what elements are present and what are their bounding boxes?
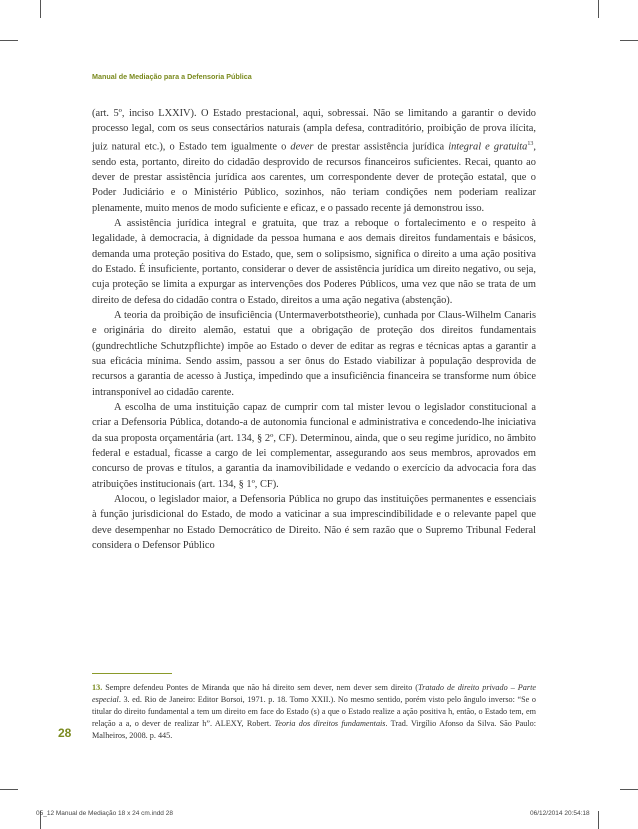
crop-mark xyxy=(598,0,599,18)
crop-mark xyxy=(0,789,18,790)
print-slug-file: 05_12 Manual de Mediação 18 x 24 cm.indd 28 xyxy=(36,810,173,817)
paragraph: A teoria da proibição de insuficiência (Untermaverbotstheorie), cunhada por Claus-Wilhelm Canaris e originária do direito alemão, estatui que a obrigação de proteção dos direitos fundamentais (gundrechtliche Schutzpflichte) impõe ao Estado o dever de editar as regras e técnicas aptas a garantir a sua eficácia mínima. Sendo assim, passou a ser ônus do Estado viabilizar à população desprovida de recursos a garantia de acesso à Justiça, impedindo que a insuficiência financeira se transforme num óbice intransponível ao cidadão carente. xyxy=(92,309,536,398)
paragraph: A assistência jurídica integral e gratuita, que traz a reboque o fortalecimento e o respeito à legalidade, à democracia, à dignidade da pessoa humana e aos demais direitos fundamentais e básicos, demanda uma proteção positiva do Estado, que, sem o solipsismo, significa o direito a uma ação positiva do Estado. É insuficiente, portanto, considerar o dever de assistência jurídica um direito negativo, ou seja, cuja proteção se limita a expurgar as intervenções dos Poderes Públicos, uma vez que não se trata de um direito de defesa do cidadão contra o Estado, direitos a uma ação negativa (abstenção). xyxy=(92,217,536,306)
running-header: Manual de Mediação para a Defensoria Pública xyxy=(92,72,252,81)
crop-mark xyxy=(40,0,41,18)
paragraph: Alocou, o legislador maior, a Defensoria Pública no grupo das instituições permanentes e essenciais à função jurisdicional do Estado, de modo a vaticinar a sua imprescindibilidade e o relevante papel que deve desempenhar no Estado Democrático de Direito. Não é sem razão que o Supremo Tribunal Federal considera o Defensor Público xyxy=(92,494,536,552)
body-text xyxy=(92,106,536,553)
paragraph: A escolha de uma instituição capaz de cumprir com tal mister levou o legislador constitucional a criar a Defensoria Pública, dotando-a de autonomia funcional e administrativa e concedendo-lhe iniciativa da sua proposta orçamentária (art. 134, § 2º, CF). Determinou, ainda, que o seu regime jurídico, no âmbito federal e estadual, ficasse a cargo de lei complementar, assegurando aos seus membros, aprovados em concurso de provas e títulos, a garantia da inamovibilidade e vedando o exercício da advocacia fora das atribuições institucionais (art. 134, § 1º, CF). xyxy=(92,402,536,490)
print-slug-timestamp: 06/12/2014 20:54:18 xyxy=(530,810,590,817)
footnote-ref[interactable]: 13 xyxy=(527,140,534,147)
paragraph: (art. 5º, inciso LXXIV). O Estado prestacional, aqui, sobressai. Não se limitando a garantir o devido processo legal, com os seus consectários naturais (ampla defesa, contraditório, proibição de prova ilícita, juiz natural etc.), o Estado tem igualmente o dever de prestar assistência jurídica integral e gratuita$^{13}$, sendo esta, portanto, direito do cidadão desprovido de recursos financeiros suficientes. Recai, quanto ao dever de prestar assistência jurídica aos carentes, um correspondente dever de proteção estatal, que o Poder Judiciário e o Ministério Público, sozinhos, não teriam condições nem poderiam realizar plenamente, muito menos de modo suficiente e eficaz, e o passado recente já demonstrou isso. xyxy=(92,108,536,214)
footnote-divider xyxy=(92,673,172,674)
crop-mark xyxy=(620,40,638,41)
crop-mark xyxy=(620,789,638,790)
crop-mark xyxy=(598,811,599,829)
footnote-number: 13. xyxy=(92,683,103,692)
footnote: 13. Sempre defendeu Pontes de Miranda que não há direito sem dever, nem dever sem direito (Tratado de direito privado – Parte especial. 3. ed. Rio de Janeiro: Editor Borsoi, 1971. p. 18. Tomo XXII.). No mesmo sentido, porém visto pelo ângulo inverso: “Se o titular do direito fundamental a tem um direito em face do Estado (s) a que o Estado realize a ação positiva h, então, o Estado tem, em relação a a, o dever de realizar h”. ALEXY, Robert. Teoria dos direitos fundamentais. Trad. Virgílio Afonso da Silva. São Paulo: Malheiros, 2008. p. 445. xyxy=(92,683,537,741)
page-number: 28 xyxy=(58,726,72,740)
crop-mark xyxy=(0,40,18,41)
